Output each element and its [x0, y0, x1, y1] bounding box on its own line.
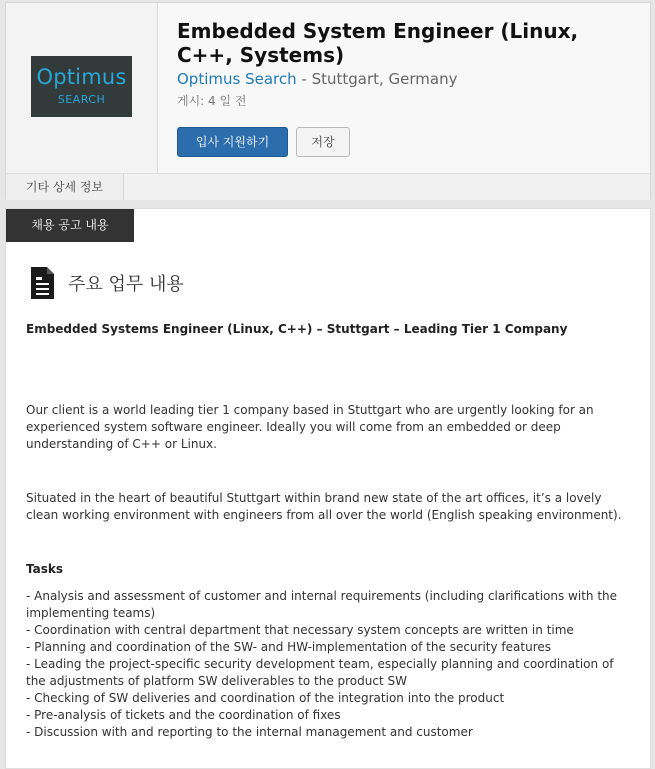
logo-main-text: Optimus	[36, 65, 127, 89]
job-description-panel	[5, 208, 651, 769]
duties-title: 주요 업무 내용	[68, 274, 184, 295]
paragraph-location: Situated in the heart of beautiful Stuttgart within brand new state of the art offices, it’s a lovely clean working environment with engineers from all over the world (English speaking environment).	[26, 491, 622, 522]
job-header	[5, 2, 651, 199]
task-item: - Checking of SW deliveries and coordination of the integration into the product	[26, 691, 505, 705]
posted-date: 게시: 4 일 전	[177, 94, 247, 108]
job-description-body	[26, 321, 632, 741]
headline: Embedded Systems Engineer (Linux, C++) – Stuttgart – Leading Tier 1 Company	[26, 322, 568, 336]
job-actions	[177, 127, 350, 157]
tab-job-description[interactable]: 채용 공고 내용	[6, 209, 134, 242]
task-item: - Coordination with central department that necessary system concepts are written in time	[26, 623, 574, 637]
apply-button[interactable]: 입사 지원하기	[177, 127, 288, 157]
logo-sub-text: SEARCH	[57, 93, 106, 106]
task-item: - Leading the project-specific security development team, especially planning and coordination of the adjustments of platform SW deliverables to the product SW	[26, 657, 614, 688]
job-location: - Stuttgart, Germany	[296, 70, 458, 88]
task-item: - Planning and coordination of the SW- and HW-implementation of the security features	[26, 640, 551, 654]
tab-other-details[interactable]: 기타 상세 정보	[6, 174, 124, 200]
tasks-heading: Tasks	[26, 562, 64, 576]
job-title: Embedded System Engineer (Linux, C++, Systems)	[177, 19, 579, 67]
save-button[interactable]: 저장	[296, 127, 350, 157]
task-item: - Pre-analysis of tickets and the coordination of fixes	[26, 708, 341, 722]
detail-tabs	[6, 173, 650, 200]
document-icon	[28, 266, 55, 300]
company-logo[interactable]	[31, 56, 132, 117]
company-line	[177, 70, 637, 88]
task-item: - Analysis and assessment of customer and internal requirements (including clarifications with the implementing teams)	[26, 589, 618, 620]
logo-column	[6, 3, 158, 173]
task-item: - Discussion with and reporting to the internal management and customer	[26, 725, 473, 739]
paragraph-intro: Our client is a world leading tier 1 company based in Stuttgart who are urgently looking for an experienced system software engineer. Ideally you will come from an embedded or deep understanding of C++ or Linux.	[26, 403, 594, 451]
company-link[interactable]: Optimus Search	[177, 70, 297, 88]
job-info	[177, 19, 637, 109]
